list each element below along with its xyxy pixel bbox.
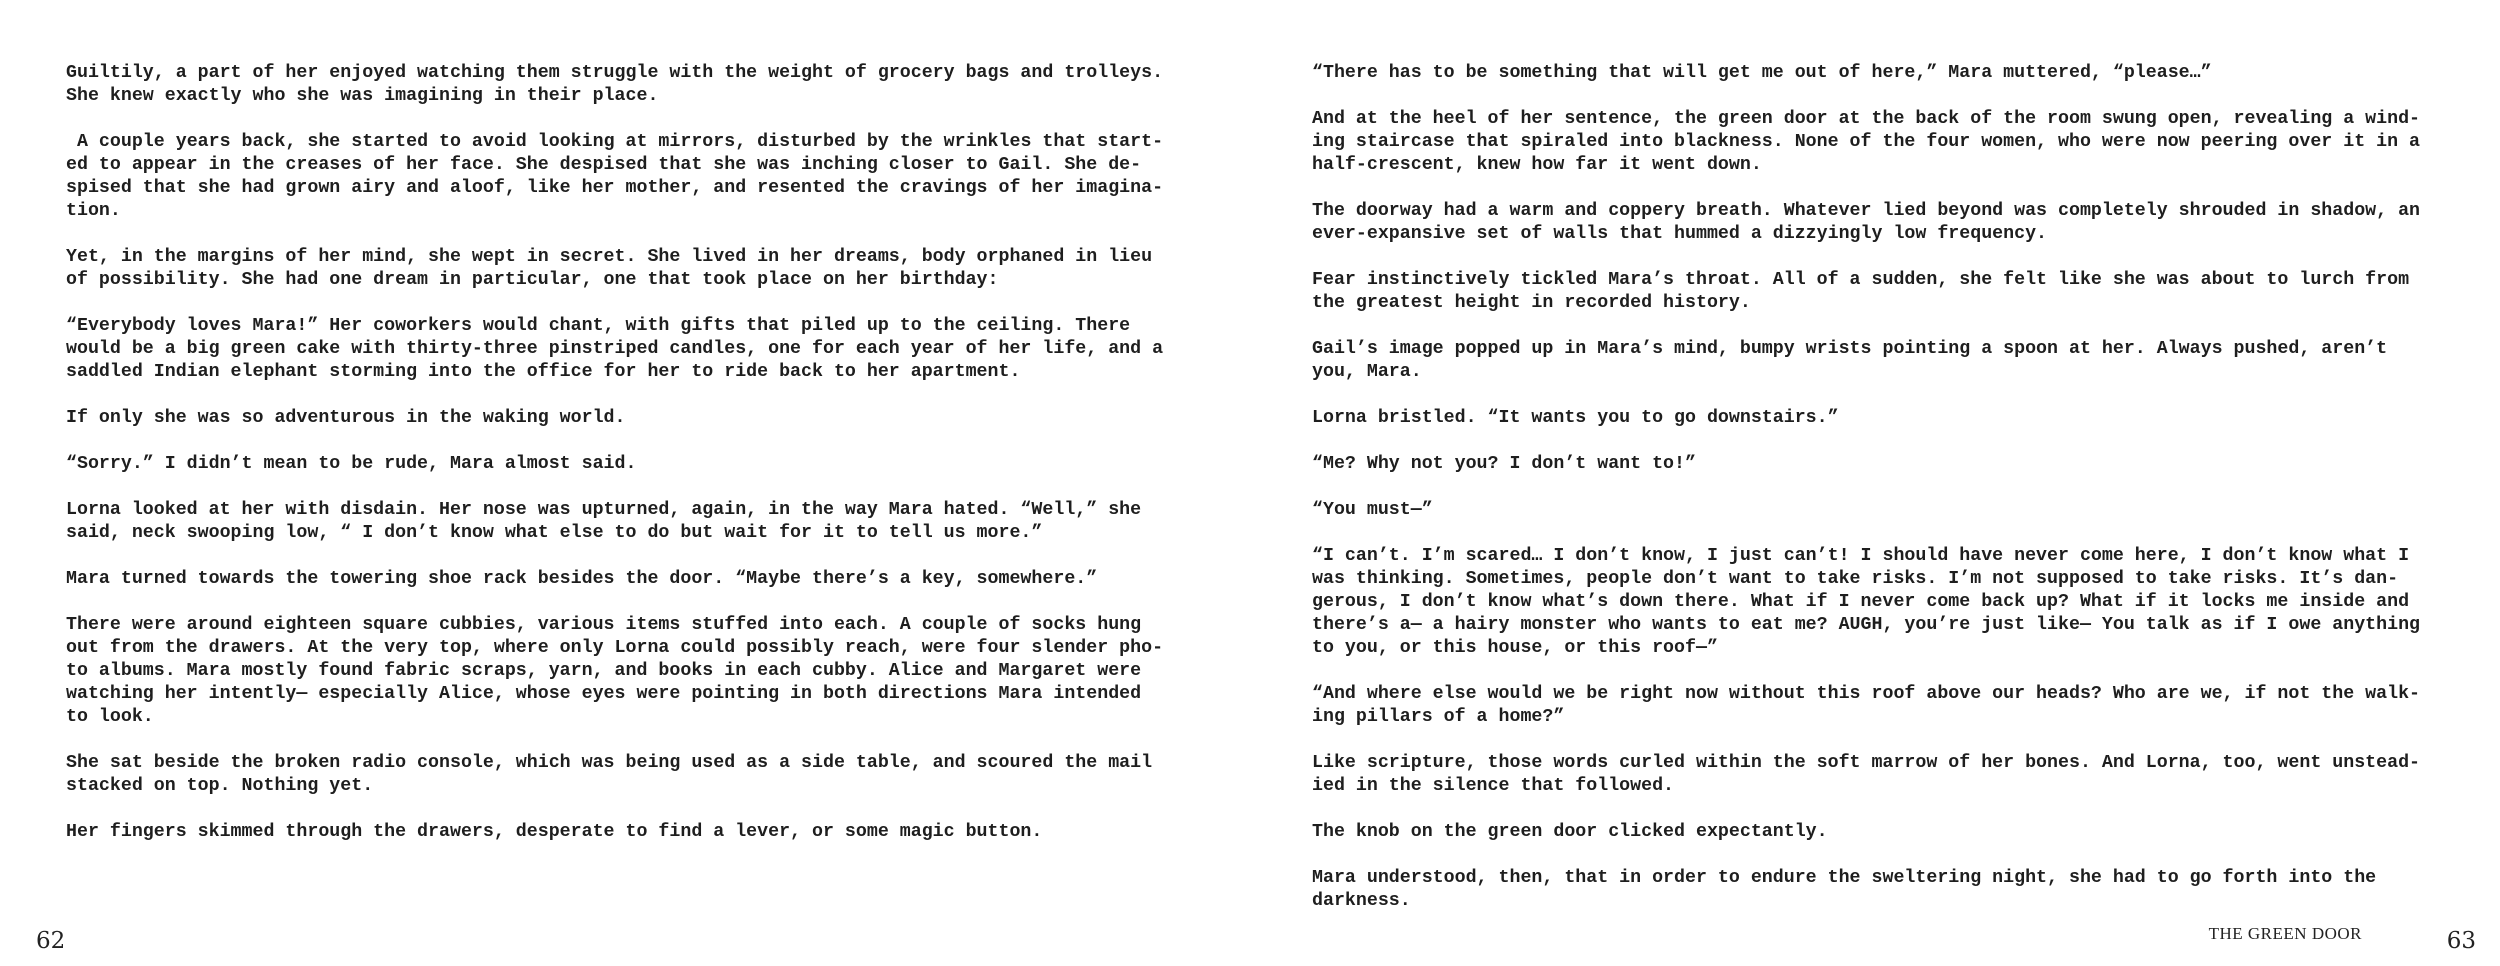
paragraph: Mara understood, then, that in order to endure the sweltering night, she had to go forth into the darkness. [1312,868,2377,911]
paragraph: If only she was so adventurous in the waking world. [66,408,626,428]
paragraph: Her fingers skimmed through the drawers, desperate to find a lever, or some magic button. [66,822,1043,842]
left-page-text [66,62,1196,867]
paragraph: “I can’t. I’m scared… I don’t know, I just can’t! I should have never come here, I don’t know what I was thinking. Sometimes, people don’t want to take risks. I’m not supposed to take risks. It’s dan- gerous, I don’t know what’s down there. What if I never come back up? What if it locks me inside and there’s a— a hairy monster who wants to eat me? AUGH, you’re just like— You talk as if I owe anything to you, or this house, or this roof—” [1312,546,2421,658]
paragraph: Guiltily, a part of her enjoyed watching them struggle with the weight of grocery bags and trolleys. She knew exactly who she was imagining in their place. [66,63,1164,106]
paragraph: Lorna bristled. “It wants you to go downstairs.” [1312,408,1839,428]
right-page-text [1312,62,2452,936]
paragraph: The knob on the green door clicked expectantly. [1312,822,1828,842]
paragraph: “And where else would we be right now without this roof above our heads? Who are we, if not the walk- ing pillars of a home?” [1312,684,2421,727]
paragraph: Gail’s image popped up in Mara’s mind, bumpy wrists pointing a spoon at her. Always pushed, aren’t you, Mara. [1312,339,2388,382]
right-page [1250,0,2500,966]
paragraph: She sat beside the broken radio console, which was being used as a side table, and scoured the mail stacked on top. Nothing yet. [66,753,1153,796]
paragraph: “There has to be something that will get me out of here,” Mara muttered, “please…” [1312,63,2212,83]
paragraph: “Me? Why not you? I don’t want to!” [1312,454,1696,474]
page-number-left: 62 [36,928,66,954]
paragraph: Fear instinctively tickled Mara’s throat. All of a sudden, she felt like she was about to lurch from the greatest height in recorded history. [1312,270,2410,313]
paragraph: Lorna looked at her with disdain. Her nose was upturned, again, in the way Mara hated. “Well,” she said, neck swooping low, “ I don’t know what else to do but wait for it to tell us more.” [66,500,1142,543]
paragraph: “Sorry.” I didn’t mean to be rude, Mara almost said. [66,454,637,474]
running-title: THE GREEN DOOR [2208,924,2362,943]
paragraph: There were around eighteen square cubbies, various items stuffed into each. A couple of socks hung out from the drawers. At the very top, where only Lorna could possibly reach, were four slender pho- to albums. Mara mostly found fabric scraps, yarn, and books in each cubby. Alice and Margaret were watching her intently— especially Alice, whose eyes were pointing in both directions Mara intended to look. [66,615,1164,727]
paragraph: “Everybody loves Mara!” Her coworkers would chant, with gifts that piled up to the ceiling. There would be a big green cake with thirty-three pinstriped candles, one for each year of her life, and a saddled Indian elephant storming into the office for her to ride back to her apartment. [66,316,1164,382]
paragraph: “You must—” [1312,500,1433,520]
paragraph: Mara turned towards the towering shoe rack besides the door. “Maybe there’s a key, somewhere.” [66,569,1098,589]
paragraph: The doorway had a warm and coppery breath. Whatever lied beyond was completely shrouded in shadow, an ever-expansive set of walls that hummed a dizzyingly low frequency. [1312,201,2421,244]
paragraph: Like scripture, those words curled within the soft marrow of her bones. And Lorna, too, went unstead- ied in the silence that followed. [1312,753,2421,796]
paragraph: A couple years back, she started to avoid looking at mirrors, disturbed by the wrinkles that start- ed to appear in the creases of her face. She despised that she was inching closer to Gail. She de- spised that she had grown airy and aloof, like her mother, and resented the cravings of her imagina- tion. [66,132,1164,221]
page-number-right: 63 [2446,928,2476,954]
paragraph: Yet, in the margins of her mind, she wept in secret. She lived in her dreams, body orphaned in lieu of possibility. She had one dream in particular, one that took place on her birthday: [66,247,1153,290]
paragraph: And at the heel of her sentence, the green door at the back of the room swung open, revealing a wind- ing staircase that spiraled into blackness. None of the four women, who were now peering over it in a half-crescent, knew how far it went down. [1312,109,2421,175]
